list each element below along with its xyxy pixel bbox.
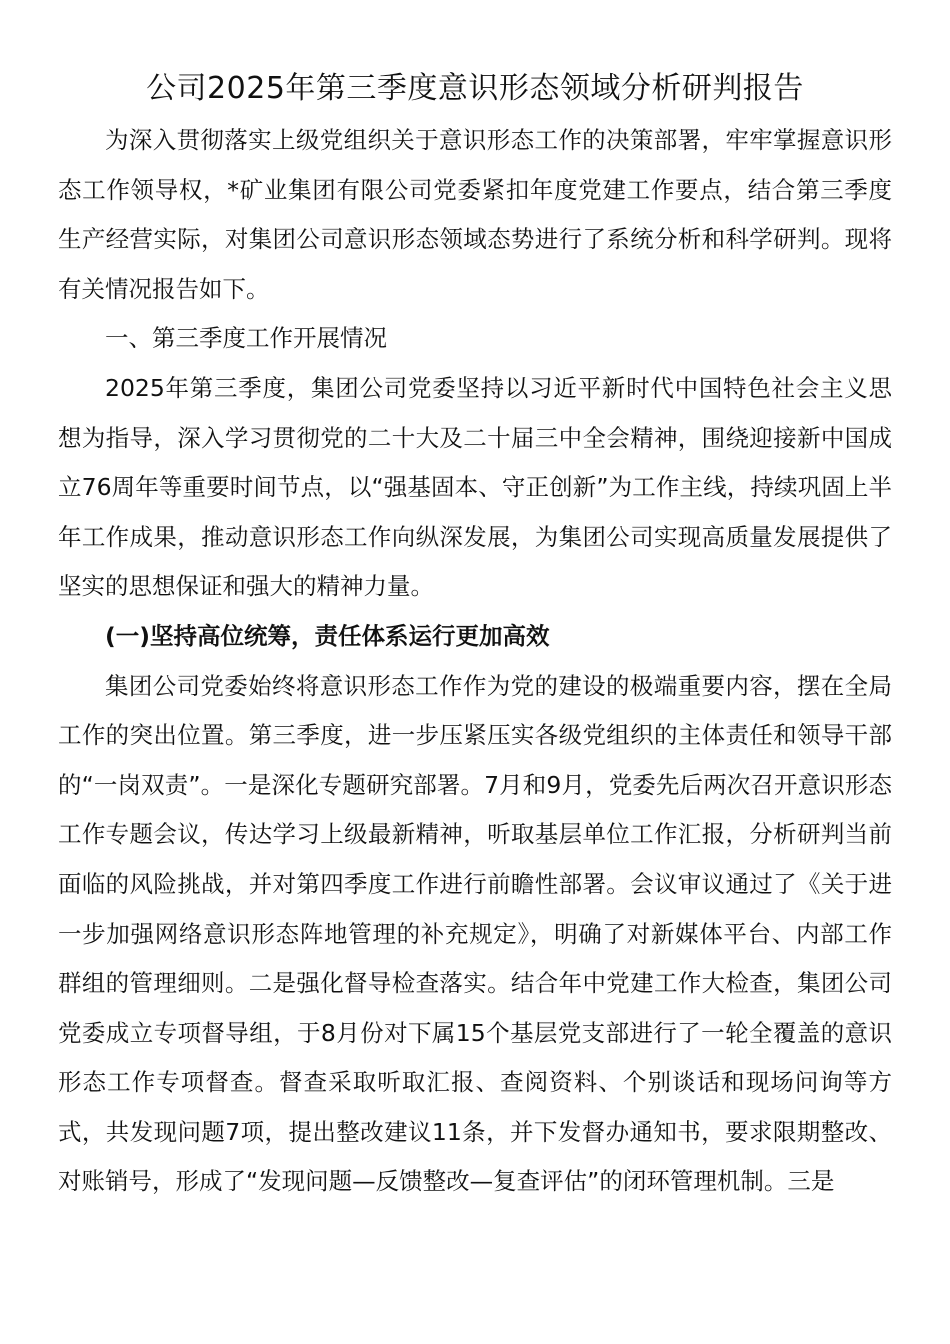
subsection-paragraph: 集团公司党委始终将意识形态工作作为党的建设的极端重要内容，摆在全局工作的突出位置。第三季度，进一步压紧压实各级党组织的主体责任和领导干部的“一岗双责”。一是深化专题研究部署。7月和9月，党委先后两次召开意识形态工作专题会议，传达学习上级最新精神，听取基层单位工作汇报，分析研判当前面临的风险挑战，并对第四季度工作进行前瞻性部署。会议审议通过了《关于进一步加强网络意识形态阵地管理的补充规定》，明确了对新媒体平台、内部工作群组的管理细则。二是强化督导检查落实。结合年中党建工作大检查，集团公司党委成立专项督导组，于8月份对下属15个基层党支部进行了一轮全覆盖的意识形态工作专项督查。督查采取听取汇报、查阅资料、个别谈话和现场问询等方式，共发现问题7项，提出整改建议11条，并下发督办通知书，要求限期整改、对账销号，形成了“发现问题—反馈整改—复查评估”的闭环管理机制。三是 (58, 671, 892, 1196)
document-title: 公司2025年第三季度意识形态领域分析研判报告 (146, 71, 804, 106)
section-heading: 一、第三季度工作开展情况 (105, 324, 387, 353)
document-page (58, 62, 892, 1207)
section-paragraph: 2025年第三季度，集团公司党委坚持以习近平新时代中国特色社会主义思想为指导，深入学习贯彻党的二十大及二十届三中全会精神，围绕迎接新中国成立76周年等重要时间节点，以“强基固本、守正创新”为工作主线，持续巩固上半年工作成果，推动意识形态工作向纵深发展，为集团公司实现高质量发展提供了坚实的思想保证和强大的精神力量。 (58, 373, 892, 601)
intro-paragraph: 为深入贯彻落实上级党组织关于意识形态工作的决策部署，牢牢掌握意识形态工作领导权，*矿业集团有限公司党委紧扣年度党建工作要点，结合第三季度生产经营实际，对集团公司意识形态领域态势进行了系统分析和科学研判。现将有关情况报告如下。 (58, 126, 892, 303)
subsection-heading: (一)坚持高位统筹，责任体系运行更加高效 (105, 621, 550, 650)
